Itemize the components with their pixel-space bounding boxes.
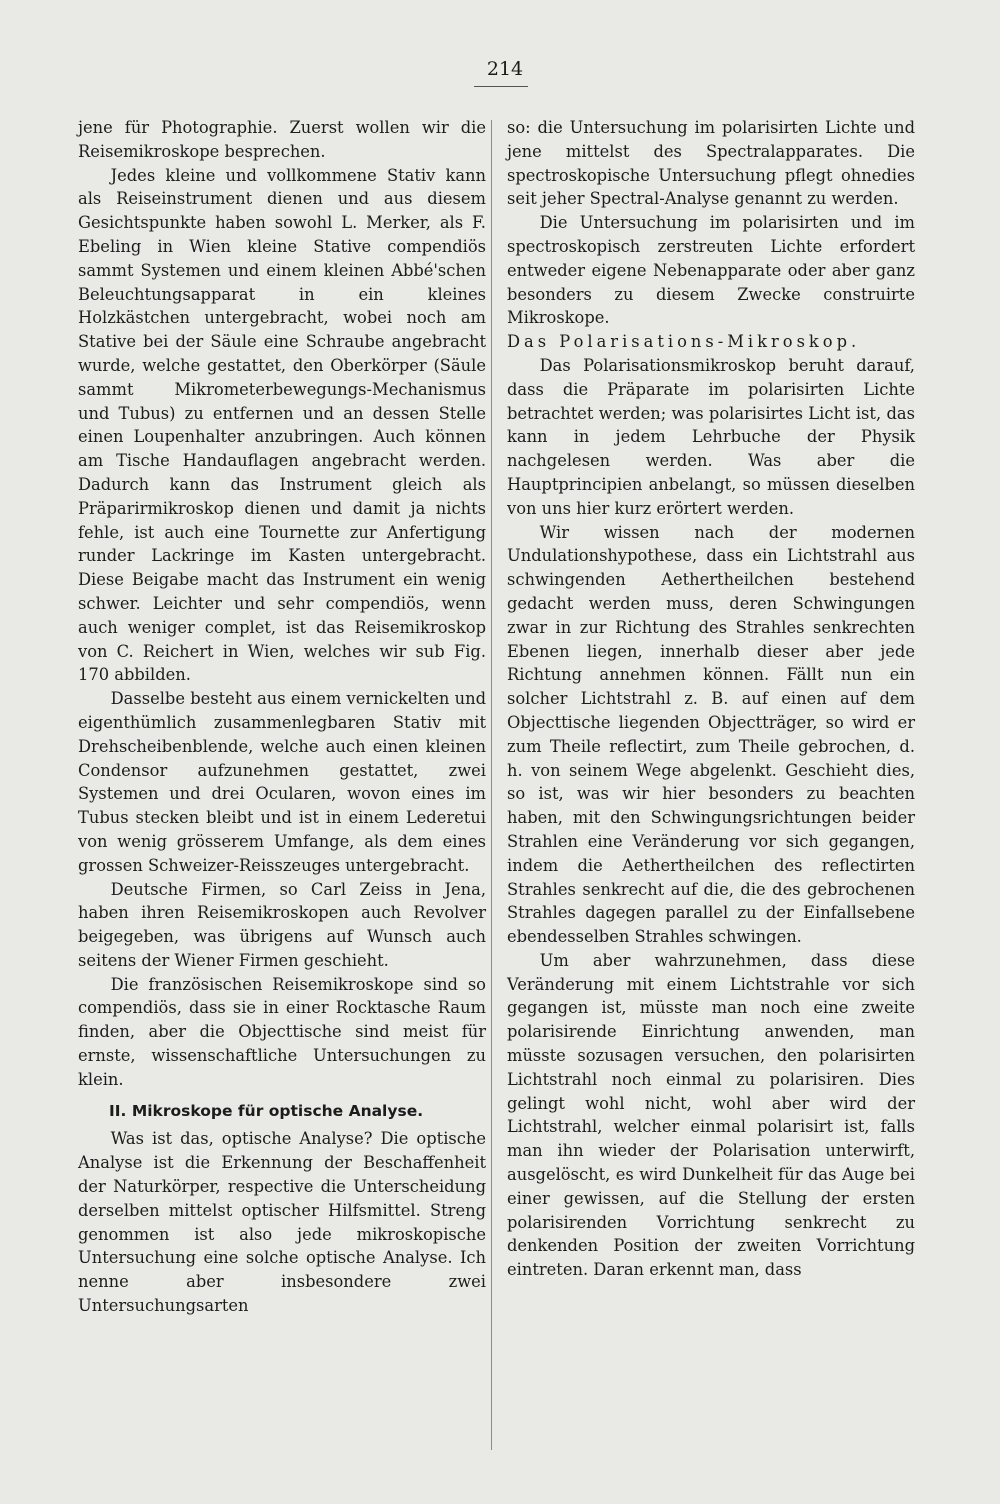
left-column [78, 116, 486, 1318]
section-heading: II. Mikroskope für optische Analyse. [109, 1101, 424, 1120]
page-number-rule [474, 86, 528, 87]
section-heading: Das Polarisations-Mikroskop. [507, 332, 861, 352]
column-divider [491, 120, 492, 1450]
paragraph: Was ist das, optische Analyse? Die optische Analyse ist die Erkennung der Beschaffenheit der Naturkörper, respective die Unterscheidung derselben mittelst optischer Hilfsmittel. Streng genommen ist also jede mikroskopische Untersuchung eine solche optische Analyse. Ich nenne aber insbesondere zwei Untersuchungsarten [78, 1129, 486, 1316]
paragraph: Jedes kleine und vollkommene Stativ kann als Reiseinstrument dienen und aus diesem Gesichtspunkte haben sowohl L. Merker, als F. Ebeling in Wien kleine Stative compendiös sammt Systemen und einem kleinen Abbé'schen Beleuchtungsapparat in ein kleines Holzkästchen untergebracht, wobei noch am Stative bei der Säule eine Schraube angebracht wurde, welche gestattet, den Oberkörper (Säule sammt Mikrometerbewegungs-Mechanismus und Tubus) zu entfernen und an dessen Stelle einen Loupenhalter anzubringen. Auch können am Tische Handauflagen angebracht werden. Dadurch kann das Instrument gleich als Präparirmikroskop dienen und damit ja nichts fehle, ist auch eine Tournette zur Anfertigung runder Lackringe im Kasten untergebracht. Diese Beigabe macht das Instrument ein wenig schwer. Leichter und sehr compendiös, wenn auch weniger complet, ist das Reisemikroskop von C. Reichert in Wien, welches wir sub Fig. 170 abbilden. [78, 165, 486, 685]
paragraph: jene für Photographie. Zuerst wollen wir die Reisemikroskope besprechen. [78, 118, 486, 161]
paragraph: Das Polarisationsmikroskop beruht darauf, dass die Präparate im polarisirten Lichte betrachtet werden; was polarisirtes Licht ist, das kann in jedem Lehrbuche der Physik nachgelesen werden. Was aber die Hauptprincipien anbelangt, so müssen dieselben von uns hier kurz erörtert werden. [507, 355, 915, 518]
paragraph: Wir wissen nach der modernen Undulationshypothese, dass ein Lichtstrahl aus schwingenden Aethertheilchen bestehend gedacht werden muss, deren Schwingungen zwar in zur Richtung des Strahles senkrechten Ebenen liegen, innerhalb dieser aber jede Richtung annehmen können. Fällt nun ein solcher Lichtstrahl z. B. auf einen auf dem Objecttische liegenden Objectträger, so wird er zum Theile reflectirt, zum Theile gebrochen, d. h. von seinem Wege abgelenkt. Geschieht dies, so ist, was wir hier besonders zu beachten haben, mit den Schwingungsrichtungen beider Strahlen eine Veränderung vor sich gegangen, indem die Aethertheilchen des reflectirten Strahles senkrecht auf die, die des gebrochenen Strahles dagegen parallel zu der Einfallsebene ebendesselben Strahles schwingen. [507, 522, 915, 947]
paragraph: Dasselbe besteht aus einem vernickelten und eigenthümlich zusammenlegbaren Stativ mit Drehscheibenblende, welche auch einen kleinen Condensor aufzunehmen gestattet, zwei Systemen und drei Ocularen, wovon eines im Tubus stecken bleibt und ist in einem Lederetui von wenig grösserem Umfange, als dem eines grossen Schweizer-Reisszeuges untergebracht. [78, 689, 486, 875]
paragraph: Deutsche Firmen, so Carl Zeiss in Jena, haben ihren Reisemikroskopen auch Revolver beigegeben, was übrigens auf Wunsch auch seitens der Wiener Firmen geschieht. [78, 879, 486, 970]
paragraph: Die französischen Reisemikroskope sind so compendiös, dass sie in einer Rocktasche Raum finden, aber die Objecttische sind meist für ernste, wissenschaftliche Untersuchungen zu klein. [78, 974, 486, 1089]
paragraph: Die Untersuchung im polarisirten und im spectroskopisch zerstreuten Lichte erfordert entweder eigene Nebenapparate oder aber ganz besonders zu diesem Zwecke construirte Mikroskope. [507, 213, 915, 328]
paragraph: Um aber wahrzunehmen, dass diese Veränderung mit einem Lichtstrahle vor sich gegangen ist, müsste man noch eine zweite polarisirende Einrichtung anwenden, man müsste sozusagen versuchen, den polarisirten Lichtstrahl noch einmal zu polarisiren. Dies gelingt wohl nicht, wohl aber wird der Lichtstrahl, welcher einmal polarisirt ist, falls man ihn wieder der Polarisation unterwirft, ausgelöscht, es wird Dunkelheit für das Auge bei einer gewissen, auf die Stellung der ersten polarisirenden Vorrichtung senkrecht zu denkenden Position der zweiten Vorrichtung eintreten. Daran erkennt man, dass [507, 950, 915, 1280]
page-number: 214 [486, 58, 524, 80]
right-column [507, 116, 915, 1282]
paragraph: so: die Untersuchung im polarisirten Lichte und jene mittelst des Spectralapparates. Die spectroskopische Untersuchung pflegt ohnedies seit jeher Spectral-Analyse genannt zu werden. [507, 118, 915, 209]
